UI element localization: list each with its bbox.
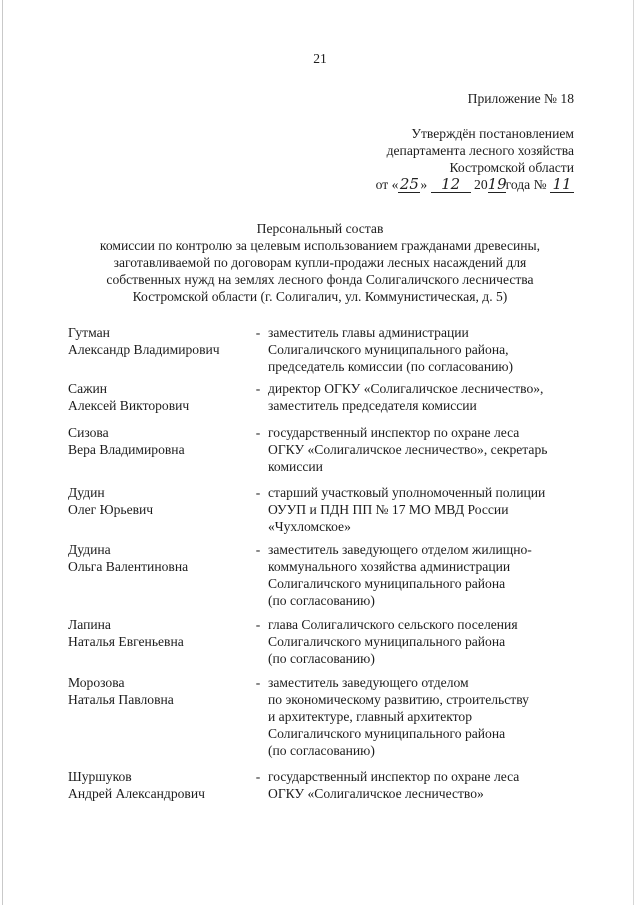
role-line: заместитель заведующего отделом жилищно-: [268, 542, 532, 557]
role-line: комиссии: [268, 459, 323, 474]
role-line: старший участковый уполномоченный полиции: [268, 485, 546, 500]
member-row: [68, 424, 588, 484]
role-line: государственный инспектор по охране леса: [268, 425, 520, 440]
role-line: «Чухломское»: [268, 519, 351, 534]
member-row: [68, 380, 588, 424]
member-surname: Сизова: [68, 425, 109, 440]
member-role: [268, 674, 588, 768]
member-name: [68, 424, 248, 484]
member-role: [268, 324, 588, 380]
member-given-names: Андрей Александрович: [68, 786, 205, 801]
handwritten-day: 25: [399, 175, 419, 193]
handwritten-month: 12: [431, 177, 471, 193]
role-line: по экономическому развитию, строительству: [268, 692, 529, 707]
member-given-names: Алексей Викторович: [68, 398, 190, 413]
member-name: [68, 484, 248, 541]
role-line: Солигаличского муниципального района: [268, 576, 506, 591]
member-given-names: Александр Владимирович: [68, 342, 220, 357]
member-list: [68, 324, 588, 808]
member-name: [68, 380, 248, 424]
title-line-3: заготавливаемой по договорам купли-продажи лесных насаждений для: [113, 255, 527, 270]
dash-separator: -: [255, 769, 261, 784]
role-line: государственный инспектор по охране леса: [268, 769, 520, 784]
role-line: коммунального хозяйства администрации: [268, 559, 511, 574]
member-name: [68, 768, 248, 808]
member-surname: Морозова: [68, 675, 125, 690]
year-prefix: 20: [474, 177, 488, 192]
member-row: [68, 541, 588, 616]
dash-separator: -: [255, 485, 261, 500]
member-role: [268, 380, 588, 424]
member-surname: Сажин: [68, 381, 108, 396]
approval-line-3: Костромской области: [449, 160, 574, 175]
member-row: [68, 484, 588, 541]
member-given-names: Наталья Павловна: [68, 692, 174, 707]
dash-separator: -: [255, 425, 261, 440]
member-given-names: Олег Юрьевич: [68, 502, 154, 517]
member-surname: Шуршуков: [68, 769, 132, 784]
year-word: года №: [505, 177, 547, 192]
role-line: Солигаличского муниципального района: [268, 634, 506, 649]
member-name: [68, 324, 248, 380]
member-surname: Лапина: [68, 617, 111, 632]
member-role: [268, 424, 588, 484]
document-title: [0, 220, 640, 305]
title-line-1: Персональный состав: [256, 221, 384, 236]
member-role: [268, 484, 588, 541]
member-surname: Дудина: [68, 542, 111, 557]
title-line-4: собственных нужд на землях лесного фонда Солигаличского лесничества: [106, 272, 534, 287]
role-line: (по согласованию): [268, 651, 375, 666]
title-line-5: Костромской области (г. Солигалич, ул. Коммунистическая, д. 5): [132, 289, 508, 304]
dash-separator: -: [255, 381, 261, 396]
role-line: и архитектуре, главный архитектор: [268, 709, 473, 724]
role-line: заместитель главы администрации: [268, 325, 469, 340]
role-line: заместитель заведующего отделом: [268, 675, 469, 690]
page-number: 21: [313, 51, 327, 66]
dash-separator: -: [255, 325, 261, 340]
role-line: Солигаличского муниципального района,: [268, 342, 509, 357]
date-quote-close: »: [420, 177, 428, 192]
role-line: (по согласованию): [268, 743, 375, 758]
role-line: глава Солигаличского сельского поселения: [268, 617, 518, 632]
member-role: [268, 616, 588, 674]
handwritten-number: 11: [550, 177, 574, 193]
member-row: [68, 616, 588, 674]
member-surname: Дудин: [68, 485, 105, 500]
handwritten-year: 19: [487, 175, 507, 193]
member-name: [68, 616, 248, 674]
role-line: ОГКУ «Солигаличское лесничество»: [268, 786, 484, 801]
dash-separator: -: [255, 675, 261, 690]
approval-line-2: департамента лесного хозяйства: [386, 143, 574, 158]
role-line: (по согласованию): [268, 593, 375, 608]
member-given-names: Ольга Валентиновна: [68, 559, 189, 574]
member-name: [68, 674, 248, 768]
role-line: директор ОГКУ «Солигаличское лесничество»,: [268, 381, 544, 396]
dash-separator: -: [255, 542, 261, 557]
appendix-number: Приложение № 18: [467, 91, 574, 106]
member-row: [68, 768, 588, 808]
member-row: [68, 324, 588, 380]
role-line: ОГКУ «Солигаличское лесничество», секретарь: [268, 442, 548, 457]
member-role: [268, 541, 588, 616]
role-line: председатель комиссии (по согласованию): [268, 359, 514, 374]
role-line: ОУУП и ПДН ПП № 17 МО МВД России: [268, 502, 509, 517]
approval-block: [376, 90, 574, 193]
approval-line-1: Утверждён постановлением: [411, 126, 574, 141]
role-line: заместитель председателя комиссии: [268, 398, 477, 413]
role-line: Солигаличского муниципального района: [268, 726, 506, 741]
title-line-2: комиссии по контролю за целевым использованием гражданами древесины,: [99, 238, 541, 253]
member-name: [68, 541, 248, 616]
dash-separator: -: [255, 617, 261, 632]
date-prefix: от «: [375, 177, 399, 192]
member-surname: Гутман: [68, 325, 110, 340]
scan-edge-right: [633, 0, 634, 905]
member-given-names: Вера Владимировна: [68, 442, 185, 457]
member-given-names: Наталья Евгеньевна: [68, 634, 184, 649]
member-role: [268, 768, 588, 808]
approval-date-line: [376, 176, 574, 193]
member-row: [68, 674, 588, 768]
scan-edge-left: [2, 0, 3, 905]
